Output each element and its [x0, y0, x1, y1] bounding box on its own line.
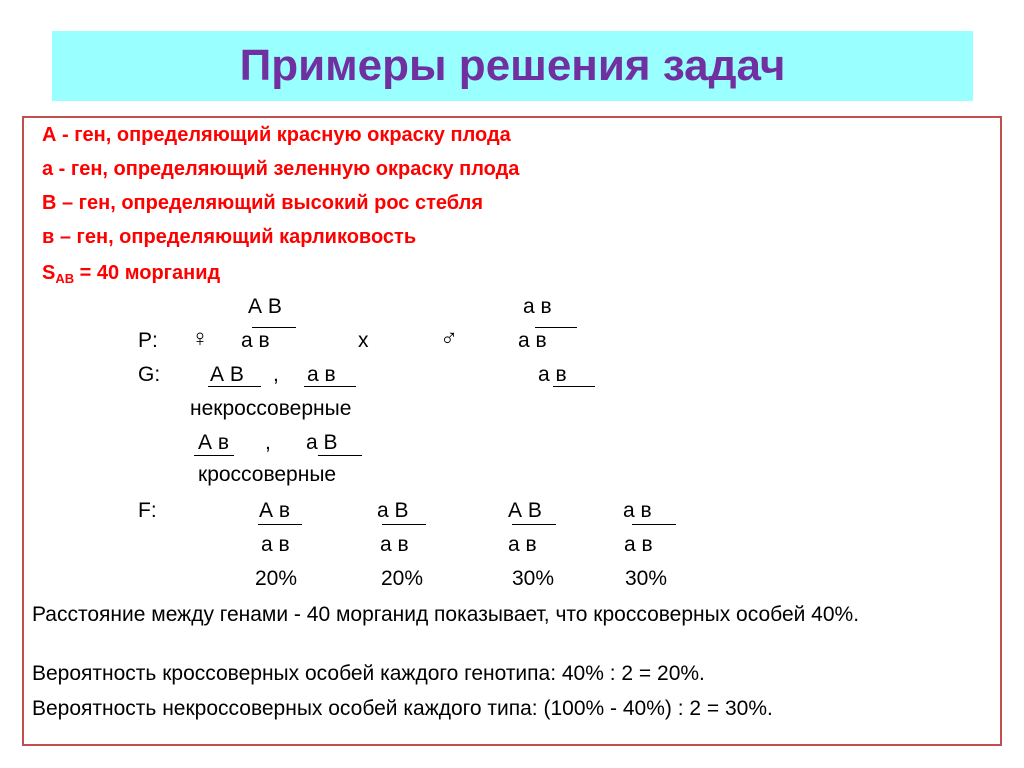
gamete-separator: ,: [265, 431, 271, 454]
offspring-genotype-bar: [632, 524, 676, 525]
offspring-genotype-top: А в: [259, 499, 290, 522]
gamete-cross-aB: а В: [306, 431, 338, 454]
female-genotype-bar: [252, 327, 296, 328]
gamete-underline: [318, 455, 362, 456]
definition-gene-A: А - ген, определяющий красную окраску плода: [42, 124, 511, 146]
cross-symbol: х: [358, 329, 369, 352]
female-genotype-bottom: а в: [241, 329, 270, 352]
male-symbol-icon: ♂: [440, 325, 458, 352]
noncrossover-label: некроссоверные: [190, 397, 352, 420]
offspring-percent: 20%: [255, 567, 298, 590]
title-banner: [52, 31, 973, 101]
offspring-genotype-bar: [382, 524, 426, 525]
male-genotype-bottom: а в: [518, 329, 547, 352]
definition-gene-B: В – ген, определяющий высокий рос стебля: [42, 192, 483, 214]
crossover-label: кроссоверные: [198, 463, 337, 486]
gamete-noncross-ab: а в: [307, 363, 336, 386]
page-title: Примеры решения задач: [239, 41, 786, 90]
offspring-genotype-bottom: а в: [261, 533, 290, 556]
female-symbol-icon: ♀: [191, 325, 209, 352]
offspring-label: F:: [138, 499, 157, 522]
offspring-percent: 20%: [381, 567, 424, 590]
offspring-genotype-bottom: а в: [508, 533, 537, 556]
offspring-genotype-bar: [258, 524, 302, 525]
male-genotype-bar: [535, 327, 577, 328]
offspring-percent: 30%: [512, 567, 555, 590]
gamete-underline: [553, 386, 595, 387]
definition-gene-a: а - ген, определяющий зеленную окраску плода: [42, 158, 520, 180]
distance-line: $S_{AB} = 40$ морганид: [42, 262, 221, 286]
offspring-genotype-bar: [512, 524, 556, 525]
gamete-noncross-AB: А В: [210, 363, 244, 386]
gamete-underline: [304, 386, 356, 387]
offspring-genotype-bottom: а в: [380, 533, 409, 556]
conclusion-crossover-probability: Вероятность кроссоверных особей каждого генотипа: 40% : 2 = 20%.: [32, 662, 705, 685]
offspring-genotype-top: а в: [623, 499, 652, 522]
gamete-separator: ,: [273, 363, 279, 386]
definition-gene-b: в – ген, определяющий карликовость: [42, 226, 417, 248]
conclusion-distance: Расстояние между генами - 40 морганид показывает, что кроссоверных особей 40%.: [32, 603, 860, 626]
gamete-male: а в: [538, 363, 567, 386]
gamete-underline: [194, 455, 234, 456]
gamete-underline: [208, 386, 261, 387]
offspring-genotype-top: а В: [377, 499, 409, 522]
offspring-percent: 30%: [625, 567, 668, 590]
male-genotype-top: а в: [523, 295, 552, 318]
offspring-genotype-bottom: а в: [624, 533, 653, 556]
parents-label: P:: [138, 329, 158, 352]
gamete-cross-Ab: А в: [198, 431, 229, 454]
female-genotype-top: А В: [248, 295, 282, 318]
gametes-label: G:: [138, 363, 161, 386]
conclusion-noncrossover-probability: Вероятность некроссоверных особей каждого типа: (100% - 40%) : 2 = 30%.: [32, 697, 773, 720]
offspring-genotype-top: А В: [508, 499, 542, 522]
